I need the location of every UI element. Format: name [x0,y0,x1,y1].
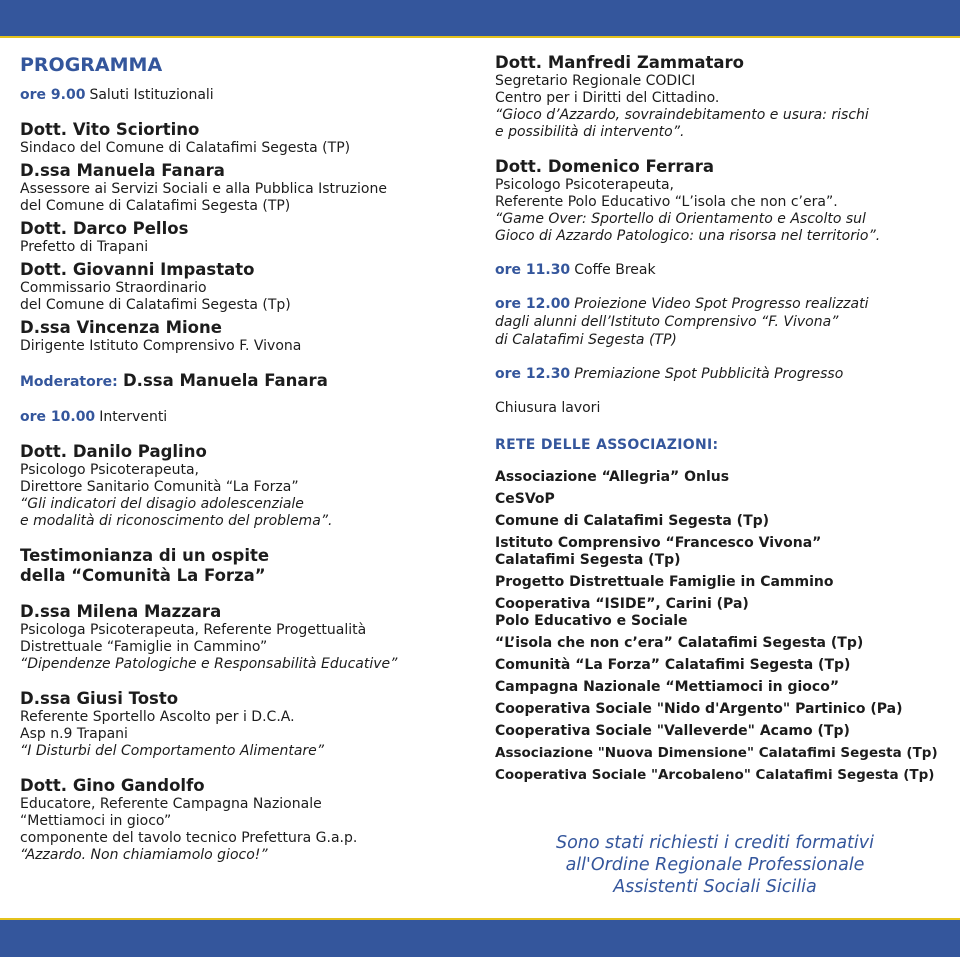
speaker-name: Dott. Giovanni Impastato [20,260,255,279]
top-band [0,0,960,38]
credits-line: Assistenti Sociali Sicilia [613,877,817,897]
speaker-role: Prefetto di Trapani [20,239,149,255]
talk-title: “Gioco d’Azzardo, sovraindebitamento e usura: rischi [495,107,869,123]
moderator-name: D.ssa Manuela Fanara [122,371,328,390]
speaker-role: Referente Sportello Ascolto per i D.C.A. [20,709,295,725]
speaker-zammataro [495,53,950,141]
association-list [495,469,950,784]
speaker-role: Assessore ai Servizi Sociali e alla Pubblica Istruzione [20,181,387,197]
closing-text: Chiusura lavori [495,400,601,416]
speaker-role: Psicologo Psicoterapeuta, [495,177,674,193]
association-item [495,535,950,569]
session-time: ore 9.00 [20,87,86,103]
testimonial-line: della “Comunità La Forza” [20,566,266,585]
session-line [495,295,950,313]
bottom-band [0,918,960,957]
session-1130 [495,261,950,279]
speaker-tosto [20,689,470,760]
program-heading: PROGRAMMA [20,54,163,76]
talk-title: “Gli indicatori del disagio adolescenziale [20,496,304,512]
association-item: Cooperativa Sociale "Arcobaleno" Calatafimi Segesta (Tp) [495,767,935,783]
talk-title: e modalità di riconoscimento del problema”. [20,513,333,529]
speaker-role: Centro per i Diritti del Cittadino. [495,90,720,106]
speaker-name: D.ssa Manuela Fanara [20,161,225,180]
association-item: Associazione "Nuova Dimensione" Calatafimi Segesta (Tp) [495,745,938,761]
talk-title: e possibilità di intervento”. [495,124,685,140]
session-time: ore 12.00 [495,296,571,312]
speaker-role: Direttore Sanitario Comunità “La Forza” [20,479,299,495]
moderator-label: Moderatore: [20,374,118,390]
association-item: Progetto Distrettuale Famiglie in Cammino [495,574,834,590]
talk-title: Gioco di Azzardo Patologico: una risorsa nel territorio”. [495,228,881,244]
speaker-name: Dott. Danilo Paglino [20,442,207,461]
speaker-sciortino [20,120,470,157]
speaker-name: Dott. Vito Sciortino [20,120,200,139]
session-0900 [20,86,470,104]
session-title: dagli alunni dell’Istituto Comprensivo “F. Vivona” [495,314,839,330]
speaker-role: Segretario Regionale CODICI [495,73,696,89]
talk-title: “Game Over: Sportello di Orientamento e Ascolto sul [495,211,866,227]
association-item: Campagna Nazionale “Mettiamoci in gioco” [495,679,840,695]
association-item: Associazione “Allegria” Onlus [495,469,730,485]
association-item: Cooperativa Sociale "Valleverde" Acamo (Tp) [495,723,850,739]
network-heading: RETE DELLE ASSOCIAZIONI: [495,437,719,453]
credits-line: all'Ordine Regionale Professionale [565,855,865,875]
speaker-name: Dott. Darco Pellos [20,219,189,238]
speaker-role: “Mettiamoci in gioco” [20,813,172,829]
session-1230 [495,365,950,383]
talk-title: “I Disturbi del Comportamento Alimentare” [20,743,325,759]
speaker-role: Referente Polo Educativo “L’isola che non c’era”. [495,194,838,210]
speaker-role: componente del tavolo tecnico Prefettura G.a.p. [20,830,358,846]
session-1000 [20,408,470,426]
speaker-mazzara [20,602,470,673]
speaker-role: Psicologo Psicoterapeuta, [20,462,199,478]
association-item: CeSVoP [495,491,555,507]
speaker-name: Dott. Domenico Ferrara [495,157,714,176]
session-time: ore 10.00 [20,409,96,425]
association-item: Comune di Calatafimi Segesta (Tp) [495,513,770,529]
speaker-paglino [20,442,470,530]
session-time: ore 11.30 [495,262,571,278]
testimonial [20,546,470,586]
speaker-fanara [20,161,470,215]
speaker-role: Psicologa Psicoterapeuta, Referente Progettualità [20,622,367,638]
speaker-mione [20,318,470,355]
association-item: Cooperativa Sociale "Nido d'Argento" Partinico (Pa) [495,701,903,717]
speaker-role: Sindaco del Comune di Calatafimi Segesta (TP) [20,140,351,156]
session-title: Coffe Break [574,262,656,278]
speaker-pellos [20,219,470,256]
speaker-role: Asp n.9 Trapani [20,726,128,742]
session-title: Premiazione Spot Pubblicità Progresso [574,366,844,382]
association-item [495,596,950,630]
testimonial-line: Testimonianza di un ospite [20,546,270,565]
credits-line: Sono stati richiesti i crediti formativi [555,833,874,853]
session-title: Proiezione Video Spot Progresso realizzati [574,296,869,312]
moderator [20,371,470,392]
credits-note [495,832,935,898]
speaker-gandolfo [20,776,470,864]
session-time: ore 12.30 [495,366,571,382]
speaker-ferrara [495,157,950,245]
speaker-name: Dott. Manfredi Zammataro [495,53,744,72]
speaker-role: Commissario Straordinario [20,280,207,296]
speaker-name: D.ssa Milena Mazzara [20,602,222,621]
association-line: Istituto Comprensivo “Francesco Vivona” [495,535,822,551]
talk-title: “Dipendenze Patologiche e Responsabilità Educative” [20,656,398,672]
speaker-name: Dott. Gino Gandolfo [20,776,205,795]
speaker-name: D.ssa Giusi Tosto [20,689,179,708]
program-left-column [20,54,470,864]
session-1200 [495,295,950,349]
speaker-role: del Comune di Calatafimi Segesta (Tp) [20,297,291,313]
association-item: “L’isola che non c’era” Calatafimi Segesta (Tp) [495,635,864,651]
association-line: Polo Educativo e Sociale [495,613,688,629]
talk-title: “Azzardo. Non chiamiamolo gioco!” [20,847,268,863]
session-title: Saluti Istituzionali [89,87,214,103]
association-line: Cooperativa “ISIDE”, Carini (Pa) [495,596,749,612]
speaker-impastato [20,260,470,314]
speaker-name: D.ssa Vincenza Mione [20,318,222,337]
session-title: di Calatafimi Segesta (TP) [495,332,677,348]
program-right-column [495,53,950,789]
session-title: Interventi [99,409,168,425]
speaker-role: del Comune di Calatafimi Segesta (TP) [20,198,291,214]
speaker-role: Distrettuale “Famiglie in Cammino” [20,639,268,655]
association-item: Comunità “La Forza” Calatafimi Segesta (Tp) [495,657,851,673]
speaker-role: Educatore, Referente Campagna Nazionale [20,796,322,812]
association-line: Calatafimi Segesta (Tp) [495,552,681,568]
speaker-role: Dirigente Istituto Comprensivo F. Vivona [20,338,302,354]
